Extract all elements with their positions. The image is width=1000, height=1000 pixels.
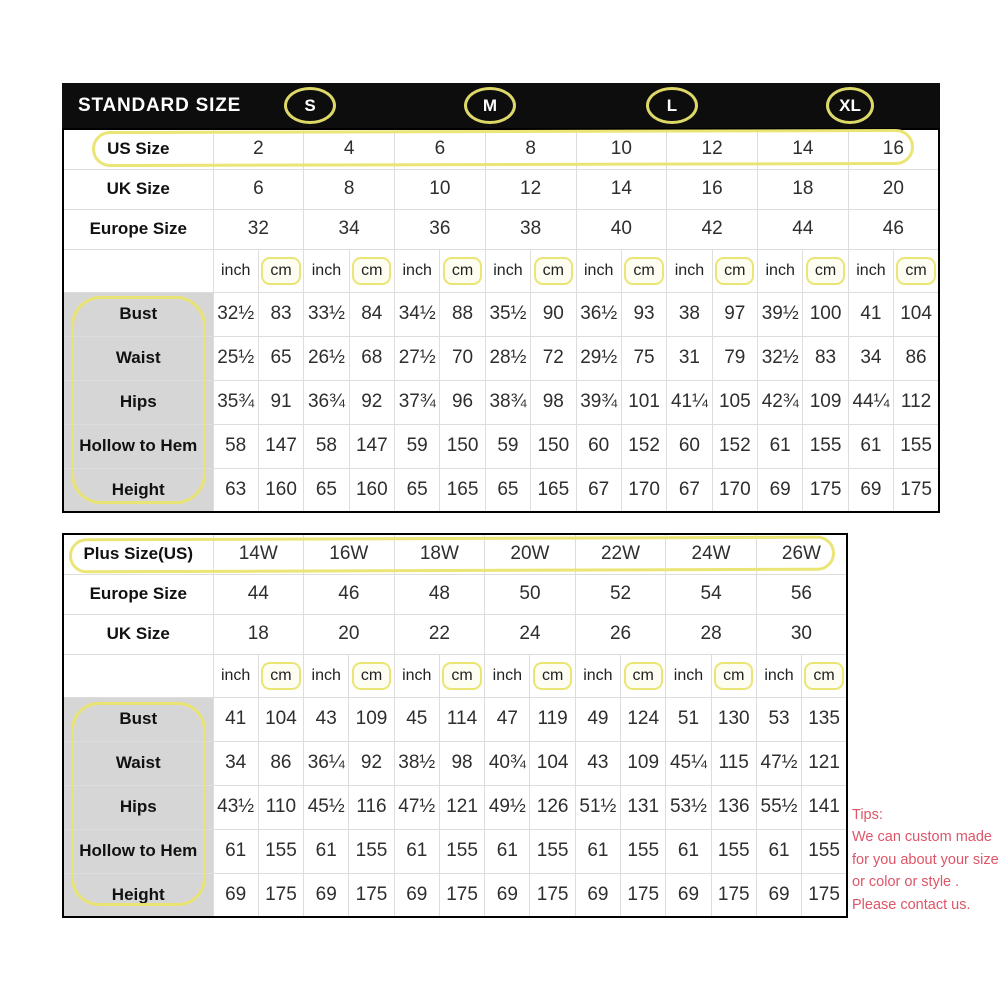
measure-value: 165: [440, 468, 485, 512]
size-value: 52: [575, 574, 666, 614]
measure-value: 35½: [485, 292, 530, 336]
measure-value: 61: [756, 829, 801, 873]
size-value: 20: [304, 614, 395, 654]
unit-inch: inch: [576, 249, 621, 292]
measure-value: 69: [485, 873, 530, 917]
measure-value: 34½: [395, 292, 440, 336]
size-value: 38: [485, 209, 576, 249]
size-value: 22: [394, 614, 485, 654]
unit-inch: inch: [848, 249, 893, 292]
unit-cm: [530, 654, 575, 697]
size-value: 16: [848, 129, 939, 169]
plus-table: [62, 533, 848, 918]
size-value: 26W: [756, 534, 847, 574]
size-value: 14: [758, 129, 849, 169]
unit-inch: inch: [758, 249, 803, 292]
unit-cm: [531, 249, 576, 292]
measure-value: 29½: [576, 336, 621, 380]
standard-size-header: [62, 83, 940, 128]
measure-value: 121: [439, 785, 484, 829]
measure-value: 160: [258, 468, 303, 512]
size-value: 8: [304, 169, 395, 209]
size-value: 6: [213, 169, 304, 209]
standard-table: [62, 128, 940, 513]
measure-value: 69: [848, 468, 893, 512]
unit-inch: inch: [485, 654, 530, 697]
measure-value: 69: [756, 873, 801, 917]
cm-highlight-box: cm: [261, 662, 300, 690]
measure-row-label: Waist: [63, 336, 213, 380]
measure-value: 91: [258, 380, 303, 424]
measure-value: 65: [485, 468, 530, 512]
measure-value: 136: [711, 785, 756, 829]
measure-value: 44¼: [848, 380, 893, 424]
measure-value: 88: [440, 292, 485, 336]
size-letter-m-circled: M: [464, 87, 516, 124]
unit-inch: inch: [213, 654, 258, 697]
measure-value: 32½: [758, 336, 803, 380]
measure-value: 175: [621, 873, 666, 917]
measure-value: 155: [621, 829, 666, 873]
size-row-label: Europe Size: [63, 209, 213, 249]
cm-highlight-box: cm: [534, 257, 573, 285]
size-letter-l-circled: L: [646, 87, 698, 124]
measure-value: 36¼: [304, 741, 349, 785]
measure-value: 96: [440, 380, 485, 424]
measure-value: 65: [304, 468, 349, 512]
unit-inch: inch: [666, 654, 711, 697]
unit-inch: inch: [304, 249, 349, 292]
measure-value: 28½: [485, 336, 530, 380]
size-value: 24: [485, 614, 576, 654]
measure-value: 152: [621, 424, 666, 468]
size-letter-s-circled: S: [284, 87, 336, 124]
size-value: 14: [576, 169, 667, 209]
measure-value: 155: [711, 829, 756, 873]
measure-value: 84: [349, 292, 394, 336]
size-value: 18: [213, 614, 304, 654]
measure-value: 41¼: [667, 380, 712, 424]
measure-value: 121: [802, 741, 847, 785]
measure-value: 175: [711, 873, 756, 917]
measure-value: 51: [666, 697, 711, 741]
size-value: 48: [394, 574, 485, 614]
measure-value: 109: [621, 741, 666, 785]
measure-value: 69: [575, 873, 620, 917]
measure-value: 115: [711, 741, 756, 785]
measure-value: 69: [213, 873, 258, 917]
size-row-label: Plus Size(US): [63, 534, 213, 574]
measure-value: 60: [667, 424, 712, 468]
size-value: 16: [667, 169, 758, 209]
measure-value: 43½: [213, 785, 258, 829]
size-row-label: Europe Size: [63, 574, 213, 614]
measure-value: 43: [304, 697, 349, 741]
measure-value: 69: [758, 468, 803, 512]
measure-value: 175: [530, 873, 575, 917]
measure-value: 90: [531, 292, 576, 336]
size-value: 10: [395, 169, 486, 209]
measure-value: 75: [621, 336, 666, 380]
measure-value: 67: [576, 468, 621, 512]
measure-value: 150: [440, 424, 485, 468]
size-value: 4: [304, 129, 395, 169]
measure-row-label: Hips: [63, 785, 213, 829]
measure-value: 112: [894, 380, 939, 424]
plus-size-section: [62, 533, 848, 918]
measure-value: 65: [395, 468, 440, 512]
standard-table-mount: [62, 128, 940, 513]
tips-title: Tips:: [852, 807, 883, 823]
size-value: 2: [213, 129, 304, 169]
standard-size-section: [62, 83, 940, 513]
size-value: 56: [756, 574, 847, 614]
cm-highlight-box: cm: [624, 257, 663, 285]
measure-value: 97: [712, 292, 757, 336]
unit-inch: inch: [667, 249, 712, 292]
measure-value: 155: [349, 829, 394, 873]
measure-value: 40¾: [485, 741, 530, 785]
measure-value: 61: [213, 829, 258, 873]
unit-cm: [712, 249, 757, 292]
measure-value: 92: [349, 741, 394, 785]
measure-value: 124: [621, 697, 666, 741]
measure-value: 104: [530, 741, 575, 785]
measure-value: 114: [439, 697, 484, 741]
measure-value: 131: [621, 785, 666, 829]
size-value: 44: [758, 209, 849, 249]
unit-cm: [258, 249, 303, 292]
measure-value: 61: [666, 829, 711, 873]
size-value: 20: [848, 169, 939, 209]
unit-inch: inch: [394, 654, 439, 697]
measure-value: 38¾: [485, 380, 530, 424]
size-value: 46: [848, 209, 939, 249]
measure-value: 98: [439, 741, 484, 785]
unit-inch: inch: [304, 654, 349, 697]
measure-value: 49: [575, 697, 620, 741]
unit-inch: inch: [575, 654, 620, 697]
size-row-label: UK Size: [63, 614, 213, 654]
size-value: 42: [667, 209, 758, 249]
size-value: 18: [758, 169, 849, 209]
measure-value: 51½: [575, 785, 620, 829]
measure-value: 104: [258, 697, 303, 741]
measure-value: 58: [213, 424, 258, 468]
measure-value: 25½: [213, 336, 258, 380]
measure-value: 86: [258, 741, 303, 785]
tips-line: We can custom made: [852, 829, 992, 846]
size-value: 50: [485, 574, 576, 614]
measure-value: 170: [712, 468, 757, 512]
measure-value: 41: [213, 697, 258, 741]
measure-value: 155: [803, 424, 848, 468]
measure-value: 70: [440, 336, 485, 380]
tips-line: for you about your size: [852, 851, 999, 868]
measure-value: 45: [394, 697, 439, 741]
unit-inch: inch: [395, 249, 440, 292]
measure-value: 175: [894, 468, 939, 512]
measure-value: 69: [666, 873, 711, 917]
measure-value: 61: [485, 829, 530, 873]
standard-size-title: STANDARD SIZE: [78, 94, 242, 116]
size-value: 44: [213, 574, 304, 614]
measure-value: 175: [802, 873, 847, 917]
measure-value: 69: [394, 873, 439, 917]
measure-value: 35¾: [213, 380, 258, 424]
units-row-label: [63, 249, 213, 292]
measure-value: 155: [802, 829, 847, 873]
measure-value: 155: [258, 829, 303, 873]
measure-value: 68: [349, 336, 394, 380]
measure-value: 47½: [394, 785, 439, 829]
cm-highlight-box: cm: [442, 662, 481, 690]
measure-value: 130: [711, 697, 756, 741]
measure-value: 58: [304, 424, 349, 468]
measure-value: 175: [439, 873, 484, 917]
cm-highlight-box: cm: [714, 662, 753, 690]
measure-value: 45½: [304, 785, 349, 829]
tips-note: [852, 804, 1000, 916]
measure-value: 36¾: [304, 380, 349, 424]
measure-row-label: Hollow to Hem: [63, 829, 213, 873]
unit-inch: inch: [213, 249, 258, 292]
tips-line: or color or style .: [852, 874, 960, 891]
measure-row-label: Waist: [63, 741, 213, 785]
measure-value: 31: [667, 336, 712, 380]
size-value: 12: [485, 169, 576, 209]
size-value: 20W: [485, 534, 576, 574]
unit-cm: [349, 654, 394, 697]
measure-value: 53: [756, 697, 801, 741]
size-row-label: UK Size: [63, 169, 213, 209]
measure-value: 147: [258, 424, 303, 468]
measure-row-label: Bust: [63, 697, 213, 741]
size-value: 40: [576, 209, 667, 249]
cm-highlight-box: cm: [896, 257, 935, 285]
unit-cm: [439, 654, 484, 697]
measure-value: 61: [304, 829, 349, 873]
measure-value: 61: [848, 424, 893, 468]
cm-highlight-box: cm: [804, 662, 843, 690]
measure-value: 49½: [485, 785, 530, 829]
measure-value: 152: [712, 424, 757, 468]
measure-value: 79: [712, 336, 757, 380]
measure-value: 61: [575, 829, 620, 873]
measure-value: 45¼: [666, 741, 711, 785]
measure-value: 141: [802, 785, 847, 829]
measure-value: 36½: [576, 292, 621, 336]
measure-value: 147: [349, 424, 394, 468]
measure-value: 38: [667, 292, 712, 336]
measure-value: 160: [349, 468, 394, 512]
measure-value: 27½: [395, 336, 440, 380]
size-value: 26: [575, 614, 666, 654]
size-row-label: US Size: [63, 129, 213, 169]
measure-value: 105: [712, 380, 757, 424]
measure-value: 155: [530, 829, 575, 873]
measure-value: 59: [485, 424, 530, 468]
cm-highlight-box: cm: [533, 662, 572, 690]
size-value: 10: [576, 129, 667, 169]
measure-value: 34: [213, 741, 258, 785]
measure-value: 93: [621, 292, 666, 336]
measure-value: 26½: [304, 336, 349, 380]
cm-highlight-box: cm: [443, 257, 482, 285]
measure-value: 175: [349, 873, 394, 917]
measure-value: 67: [667, 468, 712, 512]
size-value: 22W: [575, 534, 666, 574]
unit-cm: [711, 654, 756, 697]
cm-highlight-box: cm: [352, 257, 391, 285]
measure-row-label: Hollow to Hem: [63, 424, 213, 468]
measure-row-label: Height: [63, 873, 213, 917]
measure-value: 69: [304, 873, 349, 917]
measure-value: 110: [258, 785, 303, 829]
measure-row-label: Hips: [63, 380, 213, 424]
measure-value: 104: [894, 292, 939, 336]
measure-value: 47: [485, 697, 530, 741]
measure-value: 63: [213, 468, 258, 512]
measure-value: 53½: [666, 785, 711, 829]
measure-value: 60: [576, 424, 621, 468]
size-value: 8: [485, 129, 576, 169]
cm-highlight-box: cm: [624, 662, 663, 690]
measure-value: 116: [349, 785, 394, 829]
measure-value: 109: [803, 380, 848, 424]
measure-value: 43: [575, 741, 620, 785]
size-value: 32: [213, 209, 304, 249]
unit-inch: inch: [485, 249, 530, 292]
measure-row-label: Bust: [63, 292, 213, 336]
size-value: 6: [395, 129, 486, 169]
measure-value: 150: [531, 424, 576, 468]
unit-cm: [349, 249, 394, 292]
measure-value: 92: [349, 380, 394, 424]
measure-value: 109: [349, 697, 394, 741]
measure-value: 47½: [756, 741, 801, 785]
size-value: 34: [304, 209, 395, 249]
size-value: 36: [395, 209, 486, 249]
measure-value: 170: [621, 468, 666, 512]
measure-value: 55½: [756, 785, 801, 829]
measure-value: 83: [258, 292, 303, 336]
measure-value: 119: [530, 697, 575, 741]
size-value: 30: [756, 614, 847, 654]
cm-highlight-box: cm: [352, 662, 391, 690]
measure-value: 155: [439, 829, 484, 873]
size-letter-xl-circled: XL: [826, 87, 874, 124]
size-value: 12: [667, 129, 758, 169]
measure-value: 38½: [394, 741, 439, 785]
measure-value: 165: [531, 468, 576, 512]
unit-cm: [258, 654, 303, 697]
cm-highlight-box: cm: [715, 257, 754, 285]
measure-value: 61: [758, 424, 803, 468]
cm-highlight-box: cm: [261, 257, 300, 285]
unit-cm: [803, 249, 848, 292]
measure-value: 42¾: [758, 380, 803, 424]
measure-value: 72: [531, 336, 576, 380]
measure-value: 155: [894, 424, 939, 468]
tips-line: Please contact us.: [852, 896, 971, 913]
measure-value: 41: [848, 292, 893, 336]
unit-cm: [894, 249, 939, 292]
unit-cm: [621, 249, 666, 292]
size-value: 18W: [394, 534, 485, 574]
measure-value: 83: [803, 336, 848, 380]
plus-table-mount: [62, 533, 848, 918]
measure-value: 175: [803, 468, 848, 512]
measure-value: 59: [395, 424, 440, 468]
unit-inch: inch: [756, 654, 801, 697]
measure-value: 101: [621, 380, 666, 424]
size-value: 54: [666, 574, 757, 614]
size-value: 46: [304, 574, 395, 614]
unit-cm: [802, 654, 847, 697]
measure-row-label: Height: [63, 468, 213, 512]
measure-value: 86: [894, 336, 939, 380]
measure-value: 61: [394, 829, 439, 873]
cm-highlight-box: cm: [806, 257, 845, 285]
measure-value: 126: [530, 785, 575, 829]
measure-value: 175: [258, 873, 303, 917]
unit-cm: [440, 249, 485, 292]
measure-value: 135: [802, 697, 847, 741]
size-value: 16W: [304, 534, 395, 574]
unit-cm: [621, 654, 666, 697]
units-row-label: [63, 654, 213, 697]
measure-value: 32½: [213, 292, 258, 336]
size-value: 28: [666, 614, 757, 654]
measure-value: 39¾: [576, 380, 621, 424]
measure-value: 98: [531, 380, 576, 424]
measure-value: 39½: [758, 292, 803, 336]
measure-value: 37¾: [395, 380, 440, 424]
size-value: 24W: [666, 534, 757, 574]
size-value: 14W: [213, 534, 304, 574]
measure-value: 33½: [304, 292, 349, 336]
measure-value: 65: [258, 336, 303, 380]
measure-value: 100: [803, 292, 848, 336]
measure-value: 34: [848, 336, 893, 380]
